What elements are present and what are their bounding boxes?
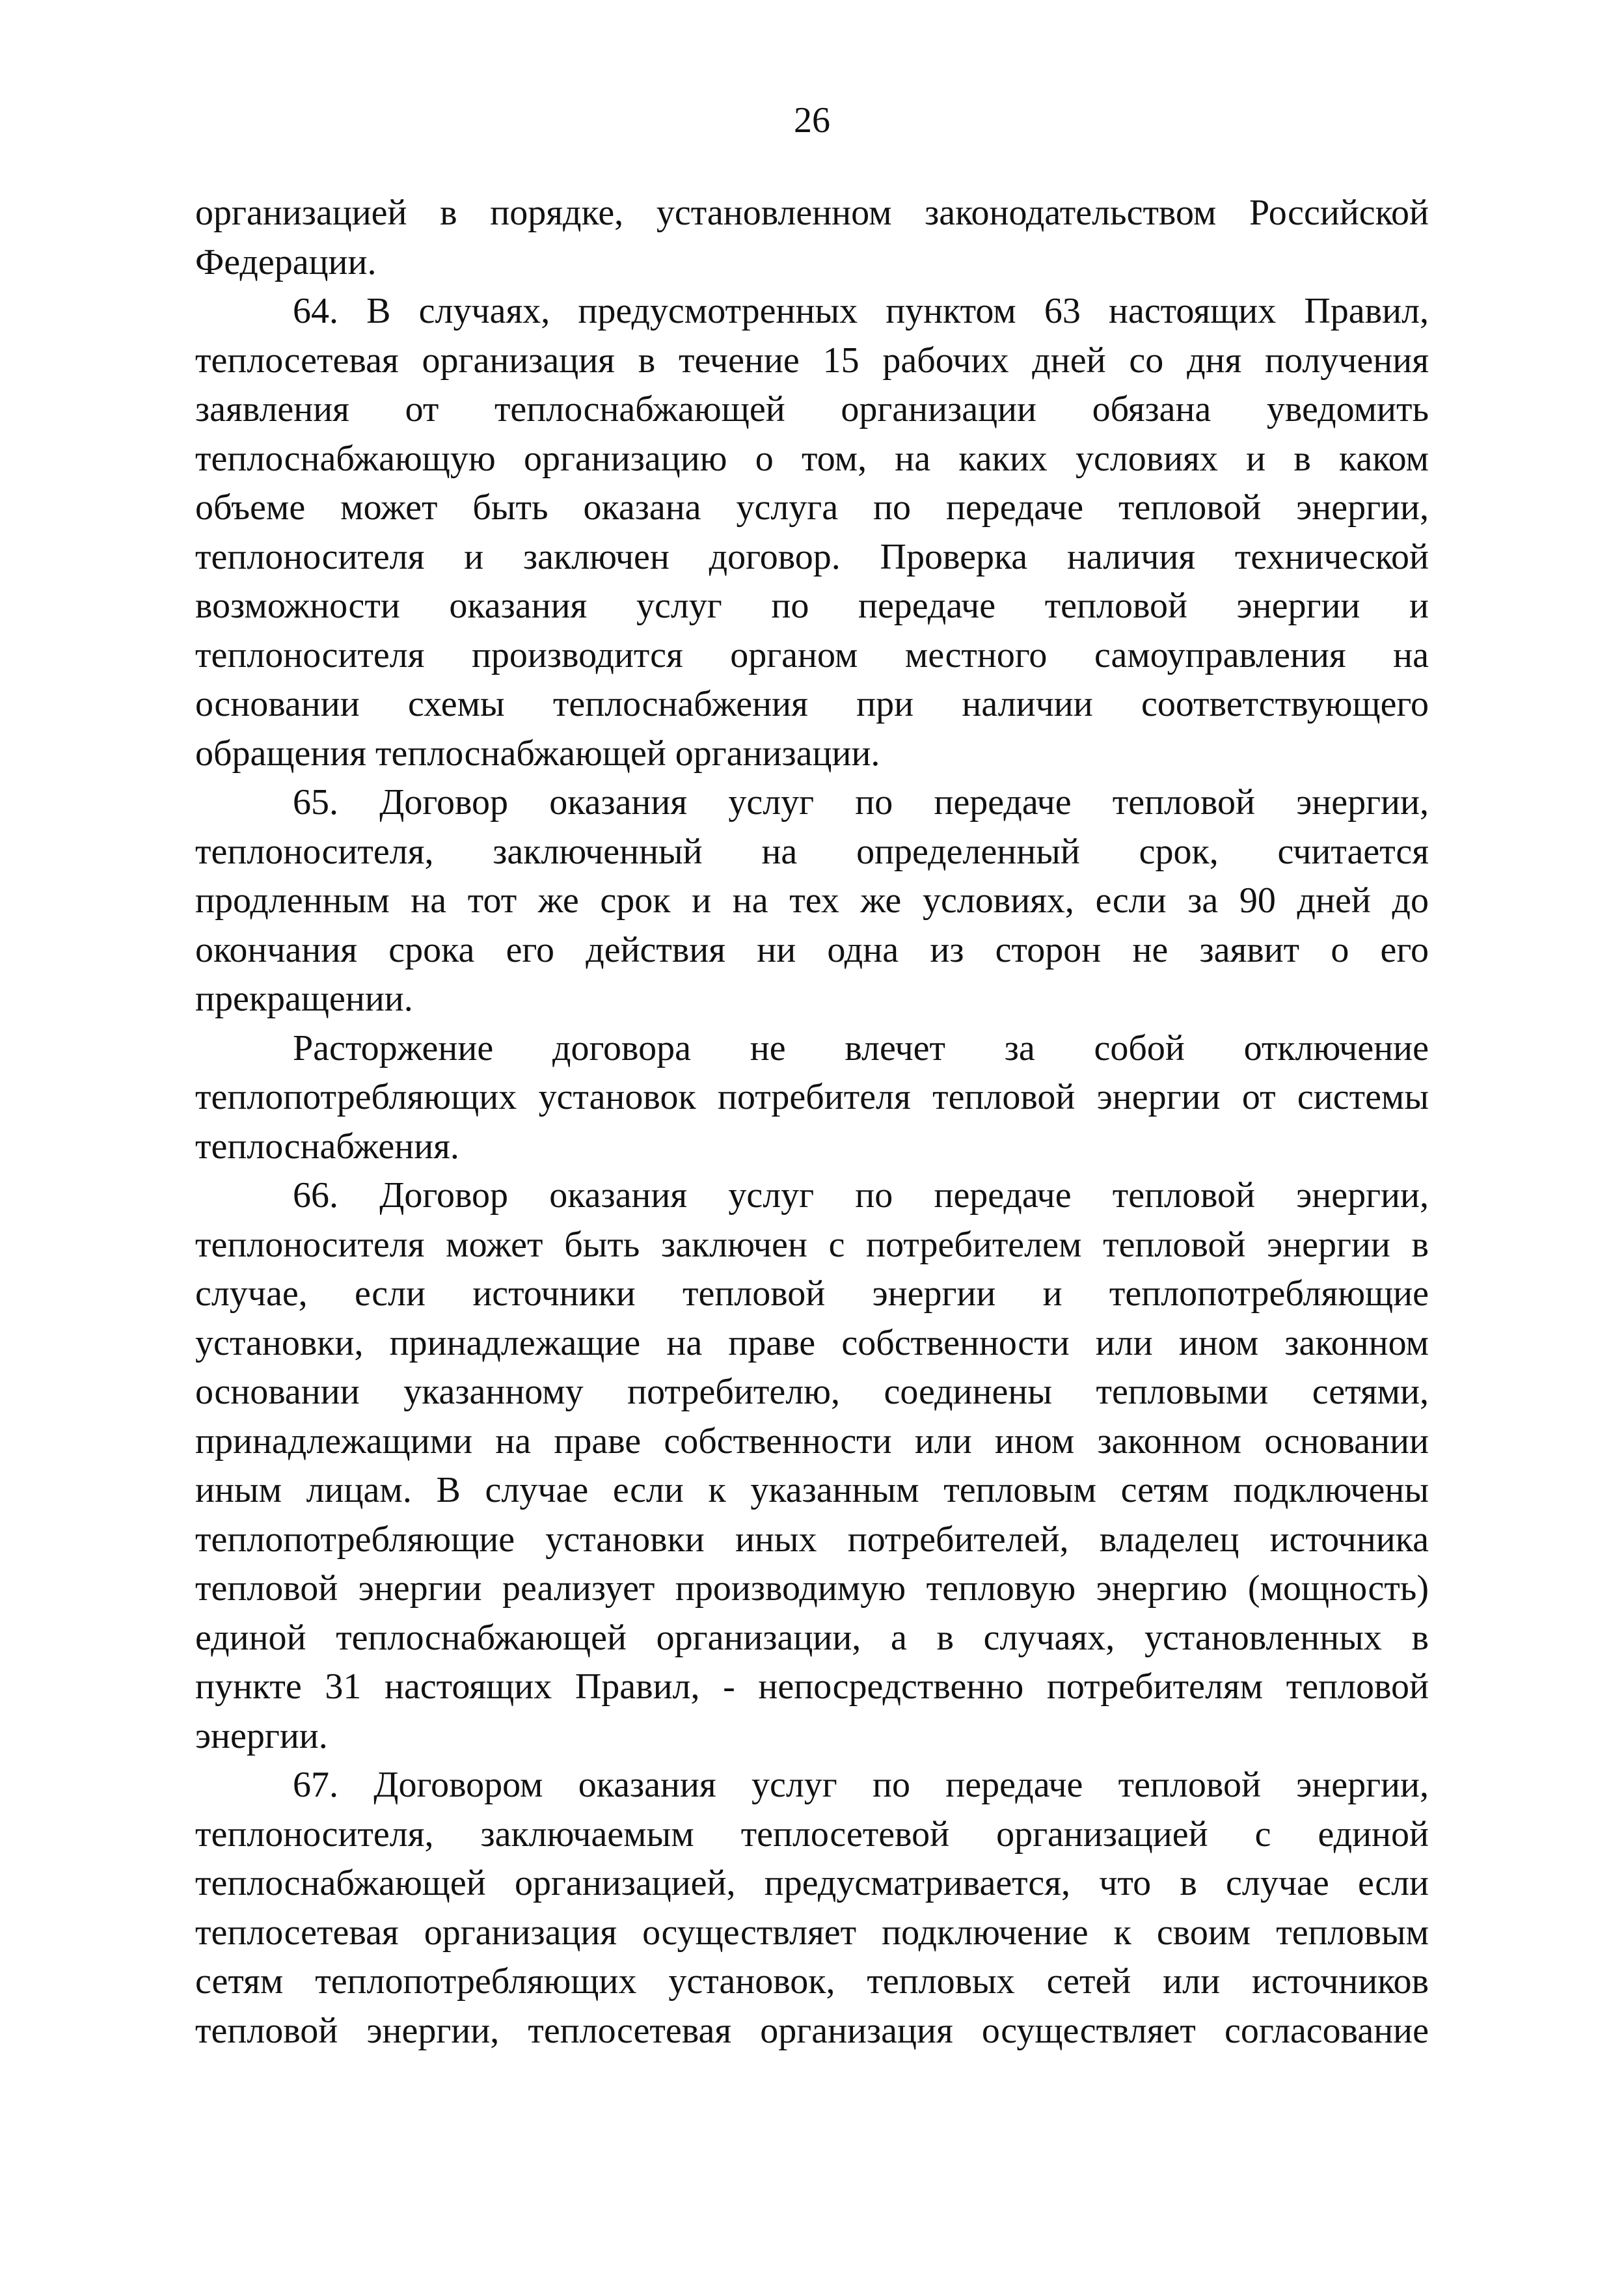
text-line: тепловой энергии, теплосетевая организация осуществляет согласование bbox=[195, 2010, 1429, 2051]
text-line: сетям теплопотребляющих установок, тепловых сетей или источников bbox=[195, 1961, 1429, 2002]
text-line: организацией в порядке, установленном законодательством Российской bbox=[195, 193, 1429, 233]
text-line: 64. В случаях, предусмотренных пунктом 63 настоящих Правил, bbox=[293, 291, 1429, 331]
text-line: основании указанному потребителю, соединены тепловыми сетями, bbox=[195, 1372, 1429, 1412]
text-line: теплопотребляющие установки иных потребителей, владелец источника bbox=[195, 1519, 1429, 1560]
text-line: теплопотребляющих установок потребителя тепловой энергии от системы bbox=[195, 1077, 1429, 1117]
paragraph bbox=[195, 189, 1429, 287]
text-line: обращения теплоснабжающей организации. bbox=[195, 733, 880, 774]
text-line: теплосетевая организация осуществляет подключение к своим тепловым bbox=[195, 1912, 1429, 1953]
text-line: принадлежащими на праве собственности или ином законном основании bbox=[195, 1420, 1429, 1461]
text-line: Федерации. bbox=[195, 241, 377, 282]
paragraph bbox=[195, 1171, 1429, 1761]
paragraph bbox=[195, 1024, 1429, 1172]
paragraph bbox=[195, 778, 1429, 1024]
text-line: продленным на тот же срок и на тех же условиях, если за 90 дней до bbox=[195, 880, 1429, 921]
text-line: теплоносителя может быть заключен с потребителем тепловой энергии в bbox=[195, 1224, 1429, 1265]
document-body bbox=[195, 189, 1429, 2056]
page-number: 26 bbox=[794, 100, 830, 141]
paragraph bbox=[195, 1761, 1429, 2056]
text-line: теплоснабжения. bbox=[195, 1126, 459, 1167]
text-line: энергии. bbox=[195, 1715, 328, 1756]
text-line: Расторжение договора не влечет за собой отключение bbox=[293, 1027, 1429, 1068]
text-line: пункте 31 настоящих Правил, - непосредственно потребителям тепловой bbox=[195, 1666, 1429, 1707]
text-line: объеме может быть оказана услуга по передаче тепловой энергии, bbox=[195, 487, 1429, 528]
text-line: 65. Договор оказания услуг по передаче тепловой энергии, bbox=[293, 782, 1429, 822]
text-line: теплосетевая организация в течение 15 рабочих дней со дня получения bbox=[195, 340, 1429, 381]
text-line: теплоносителя, заключаемым теплосетевой организацией с единой bbox=[195, 1813, 1429, 1854]
text-line: теплоносителя, заключенный на определенный срок, считается bbox=[195, 831, 1429, 872]
text-line: единой теплоснабжающей организации, а в случаях, установленных в bbox=[195, 1617, 1429, 1658]
text-line: тепловой энергии реализует производимую тепловую энергию (мощность) bbox=[195, 1568, 1429, 1609]
text-line: иным лицам. В случае если к указанным тепловым сетям подключены bbox=[195, 1470, 1429, 1510]
text-line: теплоснабжающую организацию о том, на каких условиях и в каком bbox=[195, 438, 1429, 479]
text-line: основании схемы теплоснабжения при наличии соответствующего bbox=[195, 684, 1429, 724]
text-line: 66. Договор оказания услуг по передаче тепловой энергии, bbox=[293, 1175, 1429, 1216]
paragraph bbox=[195, 287, 1429, 778]
text-line: случае, если источники тепловой энергии и теплопотребляющие bbox=[195, 1273, 1429, 1314]
text-line: теплоносителя и заключен договор. Проверка наличия технической bbox=[195, 536, 1429, 577]
text-line: прекращении. bbox=[195, 979, 413, 1019]
text-line: теплоснабжающей организацией, предусматривается, что в случае если bbox=[195, 1863, 1429, 1903]
text-line: установки, принадлежащие на праве собственности или ином законном bbox=[195, 1322, 1429, 1363]
text-line: окончания срока его действия ни одна из сторон не заявит о его bbox=[195, 929, 1429, 970]
text-line: теплоносителя производится органом местного самоуправления на bbox=[195, 634, 1429, 675]
text-line: заявления от теплоснабжающей организации обязана уведомить bbox=[195, 389, 1429, 429]
text-line: возможности оказания услуг по передаче тепловой энергии и bbox=[195, 586, 1429, 626]
text-line: 67. Договором оказания услуг по передаче тепловой энергии, bbox=[293, 1765, 1429, 1805]
